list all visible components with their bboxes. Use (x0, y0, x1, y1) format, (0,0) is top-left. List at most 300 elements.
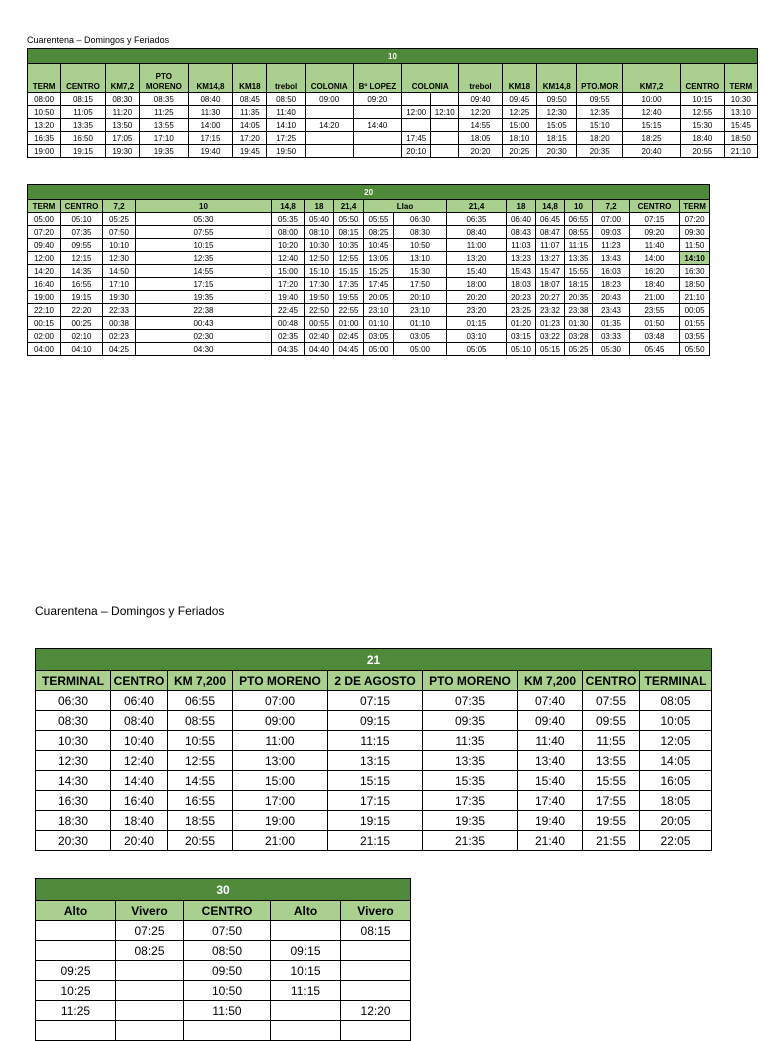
time-cell: 07:35 (61, 226, 103, 239)
time-cell: 10:55 (168, 731, 233, 751)
time-cell: 13:27 (536, 252, 565, 265)
time-cell: 12:20 (341, 1001, 411, 1021)
time-cell: 12:30 (103, 252, 136, 265)
time-cell: 08:40 (188, 93, 233, 106)
time-cell: 11:05 (61, 106, 106, 119)
table-row (36, 831, 712, 851)
time-cell: 08:25 (116, 941, 184, 961)
time-cell: 06:40 (111, 691, 168, 711)
column-header: 10 (136, 200, 272, 213)
time-cell: 16:30 (36, 791, 111, 811)
time-cell: 08:40 (111, 711, 168, 731)
time-cell: 16:50 (61, 132, 106, 145)
time-cell: 13:20 (447, 252, 507, 265)
time-cell: 11:40 (267, 106, 305, 119)
time-cell: 09:40 (28, 239, 61, 252)
time-cell: 20:55 (681, 145, 725, 158)
time-cell: 04:25 (103, 343, 136, 356)
time-cell: 15:40 (447, 265, 507, 278)
table-row (28, 304, 710, 317)
time-cell: 14:00 (188, 119, 233, 132)
time-cell: 21:55 (583, 831, 640, 851)
time-cell: 17:55 (583, 791, 640, 811)
time-cell: 13:10 (394, 252, 447, 265)
time-cell: 23:20 (447, 304, 507, 317)
time-cell: 18:50 (680, 278, 710, 291)
time-cell: 16:55 (61, 278, 103, 291)
time-cell: 12:15 (61, 252, 103, 265)
schedule-table-line-21 (35, 648, 712, 851)
time-cell: 13:15 (328, 751, 423, 771)
column-header: CENTRO (184, 901, 271, 921)
time-cell: 17:10 (103, 278, 136, 291)
time-cell: 16:55 (168, 791, 233, 811)
column-header: 21,4 (334, 200, 364, 213)
time-cell: 10:50 (28, 106, 61, 119)
time-cell: 01:35 (593, 317, 630, 330)
time-cell: 15:55 (565, 265, 593, 278)
time-cell: 09:50 (184, 961, 271, 981)
time-cell: 10:00 (623, 93, 681, 106)
time-cell: 03:15 (507, 330, 536, 343)
time-cell: 22:20 (61, 304, 103, 317)
time-cell: 08:43 (507, 226, 536, 239)
time-cell: 05:25 (103, 213, 136, 226)
time-cell: 10:15 (136, 239, 272, 252)
time-cell: 20:10 (394, 291, 447, 304)
time-cell: 13:20 (28, 119, 61, 132)
time-cell: 21:00 (233, 831, 328, 851)
time-cell (341, 961, 411, 981)
time-cell: 02:30 (136, 330, 272, 343)
time-cell: 03:28 (565, 330, 593, 343)
time-cell: 07:00 (233, 691, 328, 711)
time-cell: 22:38 (136, 304, 272, 317)
column-header: 2 DE AGOSTO (328, 671, 423, 691)
time-cell: 17:40 (518, 791, 583, 811)
time-cell: 08:30 (36, 711, 111, 731)
time-cell: 05:00 (28, 213, 61, 226)
time-cell: 00:15 (28, 317, 61, 330)
time-cell: 04:00 (28, 343, 61, 356)
column-header: KM18 (233, 64, 267, 93)
time-cell: 19:30 (103, 291, 136, 304)
time-cell: 18:40 (630, 278, 680, 291)
time-cell (341, 941, 411, 961)
time-cell (116, 961, 184, 981)
column-header: CENTRO (583, 671, 640, 691)
time-cell: 20:25 (502, 145, 536, 158)
time-cell: 18:00 (447, 278, 507, 291)
time-cell: 12:35 (577, 106, 623, 119)
time-cell: 00:48 (272, 317, 305, 330)
time-cell (271, 1001, 341, 1021)
schedule-table-line-30 (35, 878, 411, 1041)
time-cell: 15:45 (724, 119, 757, 132)
time-cell: 12:20 (459, 106, 503, 119)
time-cell: 17:15 (136, 278, 272, 291)
time-cell (431, 145, 459, 158)
time-cell: 11:30 (188, 106, 233, 119)
column-header: PTO MORENO (139, 64, 188, 93)
table-row (28, 132, 758, 145)
time-cell: 22:10 (28, 304, 61, 317)
time-cell: 14:55 (136, 265, 272, 278)
time-cell: 17:20 (233, 132, 267, 145)
time-cell: 12:50 (305, 252, 334, 265)
time-cell: 20:35 (565, 291, 593, 304)
time-cell: 14:40 (353, 119, 402, 132)
time-cell: 19:40 (518, 811, 583, 831)
time-cell: 11:00 (447, 239, 507, 252)
time-cell: 06:30 (394, 213, 447, 226)
time-cell: 11:15 (271, 981, 341, 1001)
time-cell: 08:15 (334, 226, 364, 239)
time-cell: 18:55 (168, 811, 233, 831)
time-cell: 09:40 (518, 711, 583, 731)
time-cell: 21:40 (518, 831, 583, 851)
table-row (28, 343, 710, 356)
time-cell: 09:40 (459, 93, 503, 106)
time-cell: 17:05 (105, 132, 139, 145)
column-header: CENTRO (630, 200, 680, 213)
table-row (36, 711, 712, 731)
time-cell: 22:05 (640, 831, 712, 851)
time-cell: 12:10 (431, 106, 459, 119)
time-cell: 22:45 (272, 304, 305, 317)
time-cell (305, 106, 353, 119)
time-cell: 11:03 (507, 239, 536, 252)
time-cell: 17:20 (272, 278, 305, 291)
column-header: KM7,2 (105, 64, 139, 93)
time-cell: 14:05 (640, 751, 712, 771)
time-cell: 20:20 (447, 291, 507, 304)
column-header: Vivero (341, 901, 411, 921)
time-cell: 09:20 (630, 226, 680, 239)
time-cell: 17:15 (328, 791, 423, 811)
time-cell: 08:30 (105, 93, 139, 106)
time-cell: 15:00 (502, 119, 536, 132)
column-header: TERM (680, 200, 710, 213)
time-cell: 18:07 (536, 278, 565, 291)
time-cell: 07:50 (103, 226, 136, 239)
time-cell: 08:45 (233, 93, 267, 106)
time-cell: 17:35 (334, 278, 364, 291)
time-cell (431, 132, 459, 145)
time-cell: 01:23 (536, 317, 565, 330)
time-cell (305, 145, 353, 158)
time-cell: 08:40 (447, 226, 507, 239)
column-header: COLONIA (305, 64, 353, 93)
time-cell: 12:35 (136, 252, 272, 265)
time-cell: 12:40 (272, 252, 305, 265)
route-title: 20 (28, 185, 710, 200)
time-cell: 13:35 (61, 119, 106, 132)
time-cell: 16:05 (640, 771, 712, 791)
time-cell: 02:23 (103, 330, 136, 343)
table-row (36, 791, 712, 811)
time-cell: 08:05 (640, 691, 712, 711)
time-cell: 19:40 (188, 145, 233, 158)
time-cell: 21:00 (630, 291, 680, 304)
time-cell: 09:55 (583, 711, 640, 731)
time-cell: 15:30 (394, 265, 447, 278)
time-cell: 09:30 (680, 226, 710, 239)
time-cell: 20:30 (36, 831, 111, 851)
time-cell: 12:25 (502, 106, 536, 119)
time-cell (271, 921, 341, 941)
time-cell: 01:15 (447, 317, 507, 330)
time-cell: 02:10 (61, 330, 103, 343)
column-header: trebol (459, 64, 503, 93)
column-header: 14,8 (536, 200, 565, 213)
time-cell: 17:30 (305, 278, 334, 291)
time-cell: 18:05 (640, 791, 712, 811)
time-cell: 15:15 (623, 119, 681, 132)
time-cell: 03:33 (593, 330, 630, 343)
column-header: Llao (364, 200, 447, 213)
time-cell: 10:30 (724, 93, 757, 106)
time-cell: 14:40 (111, 771, 168, 791)
time-cell: 08:30 (394, 226, 447, 239)
time-cell: 01:10 (394, 317, 447, 330)
time-cell: 09:45 (502, 93, 536, 106)
time-cell: 19:00 (28, 145, 61, 158)
time-cell: 16:30 (680, 265, 710, 278)
time-cell: 19:35 (139, 145, 188, 158)
time-cell: 07:35 (423, 691, 518, 711)
time-cell: 11:35 (423, 731, 518, 751)
time-cell: 17:10 (139, 132, 188, 145)
time-cell: 07:50 (184, 921, 271, 941)
time-cell: 11:50 (680, 239, 710, 252)
time-cell: 15:05 (536, 119, 576, 132)
time-cell: 05:10 (61, 213, 103, 226)
time-cell: 21:10 (724, 145, 757, 158)
time-cell: 20:30 (536, 145, 576, 158)
time-cell: 14:20 (28, 265, 61, 278)
column-header: 10 (565, 200, 593, 213)
time-cell: 15:55 (583, 771, 640, 791)
time-cell: 15:47 (536, 265, 565, 278)
time-cell (116, 1001, 184, 1021)
time-cell (341, 981, 411, 1001)
time-cell: 01:50 (630, 317, 680, 330)
time-cell (305, 132, 353, 145)
time-cell: 12:40 (111, 751, 168, 771)
time-cell: 09:15 (271, 941, 341, 961)
time-cell: 11:23 (593, 239, 630, 252)
column-header: trebol (267, 64, 305, 93)
table-row (36, 691, 712, 711)
column-header: 18 (507, 200, 536, 213)
schedule-table-line-10 (27, 48, 758, 158)
time-cell: 09:25 (36, 961, 116, 981)
time-cell: 05:00 (364, 343, 394, 356)
time-cell: 16:40 (111, 791, 168, 811)
table-row (36, 751, 712, 771)
column-header: TERM (28, 200, 61, 213)
time-cell: 20:05 (364, 291, 394, 304)
time-cell: 01:20 (507, 317, 536, 330)
time-cell: 04:40 (305, 343, 334, 356)
column-header: CENTRO (111, 671, 168, 691)
time-cell: 13:43 (593, 252, 630, 265)
time-cell: 18:40 (111, 811, 168, 831)
table-row (28, 265, 710, 278)
time-cell: 16:40 (28, 278, 61, 291)
time-cell: 04:45 (334, 343, 364, 356)
time-cell: 17:15 (188, 132, 233, 145)
time-cell: 12:00 (28, 252, 61, 265)
time-cell: 10:45 (364, 239, 394, 252)
time-cell: 21:15 (328, 831, 423, 851)
column-header: Vivero (116, 901, 184, 921)
table-row (28, 239, 710, 252)
time-cell: 03:10 (447, 330, 507, 343)
time-cell: 14:30 (36, 771, 111, 791)
time-cell: 18:10 (502, 132, 536, 145)
time-cell: 08:55 (168, 711, 233, 731)
time-cell: 15:25 (364, 265, 394, 278)
time-cell: 00:25 (61, 317, 103, 330)
table-row (36, 981, 411, 1001)
time-cell: 08:00 (272, 226, 305, 239)
column-header: 18 (305, 200, 334, 213)
time-cell: 12:30 (36, 751, 111, 771)
route-title: 30 (36, 879, 411, 901)
time-cell: 00:43 (136, 317, 272, 330)
table-row (36, 941, 411, 961)
column-header: PTO.MOR (577, 64, 623, 93)
time-cell: 14:35 (61, 265, 103, 278)
time-cell: 20:23 (507, 291, 536, 304)
time-cell (353, 145, 402, 158)
table-row (28, 213, 710, 226)
time-cell: 19:55 (583, 811, 640, 831)
time-cell (353, 106, 402, 119)
time-cell: 08:50 (267, 93, 305, 106)
time-cell: 05:55 (364, 213, 394, 226)
time-cell: 07:55 (136, 226, 272, 239)
time-cell: 22:33 (103, 304, 136, 317)
table-row (28, 119, 758, 132)
time-cell (116, 981, 184, 1001)
time-cell: 11:20 (105, 106, 139, 119)
column-header: Alto (271, 901, 341, 921)
time-cell: 05:10 (507, 343, 536, 356)
time-cell: 13:35 (423, 751, 518, 771)
time-cell: 10:15 (271, 961, 341, 981)
time-cell: 15:40 (518, 771, 583, 791)
time-cell: 23:25 (507, 304, 536, 317)
time-cell: 02:35 (272, 330, 305, 343)
time-cell: 08:25 (364, 226, 394, 239)
time-cell: 13:35 (565, 252, 593, 265)
time-cell: 05:00 (394, 343, 447, 356)
time-cell: 06:35 (447, 213, 507, 226)
time-cell: 10:25 (36, 981, 116, 1001)
table-row (28, 106, 758, 119)
column-header: PTO MORENO (233, 671, 328, 691)
time-cell: 12:40 (623, 106, 681, 119)
column-header: TERMINAL (640, 671, 712, 691)
time-cell: 15:10 (577, 119, 623, 132)
time-cell: 12:30 (536, 106, 576, 119)
time-cell: 01:00 (334, 317, 364, 330)
table-row (36, 961, 411, 981)
time-cell: 15:10 (305, 265, 334, 278)
time-cell: 07:15 (630, 213, 680, 226)
time-cell: 16:35 (28, 132, 61, 145)
time-cell: 05:30 (136, 213, 272, 226)
time-cell: 05:45 (630, 343, 680, 356)
time-cell (402, 119, 431, 132)
time-cell: 09:03 (593, 226, 630, 239)
time-cell: 11:35 (233, 106, 267, 119)
top-caption: Cuarentena – Domingos y Feriados (27, 35, 170, 45)
time-cell: 09:20 (353, 93, 402, 106)
table-row (36, 731, 712, 751)
time-cell: 02:45 (334, 330, 364, 343)
time-cell: 08:00 (28, 93, 61, 106)
time-cell: 10:30 (305, 239, 334, 252)
column-header: KM18 (502, 64, 536, 93)
route-title: 10 (28, 49, 758, 64)
time-cell: 15:00 (272, 265, 305, 278)
column-header: 14,8 (272, 200, 305, 213)
time-cell: 13:50 (105, 119, 139, 132)
time-cell: 03:05 (364, 330, 394, 343)
time-cell: 05:40 (305, 213, 334, 226)
time-cell: 11:55 (583, 731, 640, 751)
time-cell: 01:10 (364, 317, 394, 330)
time-cell: 10:50 (394, 239, 447, 252)
time-cell: 08:15 (341, 921, 411, 941)
time-cell: 18:03 (507, 278, 536, 291)
time-cell: 11:40 (518, 731, 583, 751)
time-cell: 08:47 (536, 226, 565, 239)
column-header: TERM (724, 64, 757, 93)
time-cell: 08:55 (565, 226, 593, 239)
time-cell: 23:43 (593, 304, 630, 317)
time-cell: 11:07 (536, 239, 565, 252)
route-title: 21 (36, 649, 712, 671)
time-cell: 01:55 (680, 317, 710, 330)
time-cell: 13:00 (233, 751, 328, 771)
time-cell: 02:40 (305, 330, 334, 343)
time-cell: 06:40 (507, 213, 536, 226)
time-cell: 19:55 (334, 291, 364, 304)
time-cell: 18:15 (565, 278, 593, 291)
time-cell: 20:55 (168, 831, 233, 851)
time-cell: 14:55 (168, 771, 233, 791)
time-cell: 12:05 (640, 731, 712, 751)
time-cell: 04:35 (272, 343, 305, 356)
time-cell: 11:15 (565, 239, 593, 252)
time-cell: 00:05 (680, 304, 710, 317)
column-header: PTO MORENO (423, 671, 518, 691)
column-header: KM 7,200 (518, 671, 583, 691)
time-cell: 14:55 (459, 119, 503, 132)
table-row (36, 811, 712, 831)
column-header: KM14,8 (188, 64, 233, 93)
time-cell: 06:30 (36, 691, 111, 711)
time-cell: 10:50 (184, 981, 271, 1001)
time-cell: 01:30 (565, 317, 593, 330)
column-header: CENTRO (61, 200, 103, 213)
time-cell: 03:05 (394, 330, 447, 343)
